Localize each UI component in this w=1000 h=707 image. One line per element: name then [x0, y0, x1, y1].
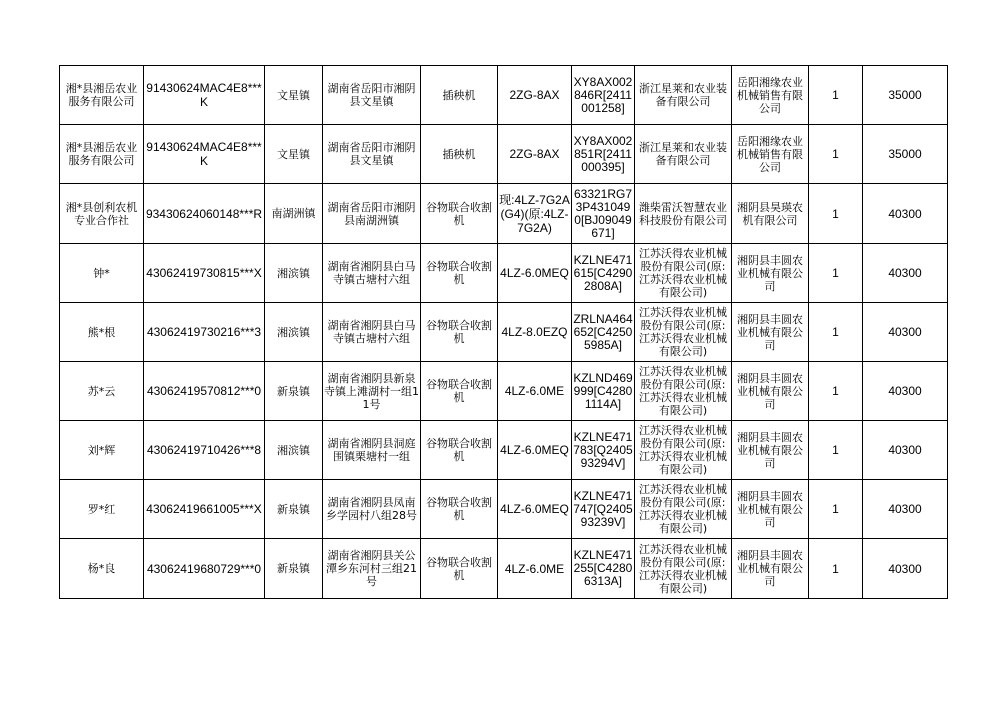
town-cell: 文星镇	[265, 125, 323, 184]
manufacturer-cell: 江苏沃得农业机械股份有限公司(原:江苏沃得农业机械有限公司)	[635, 303, 732, 362]
id-number-cell: 43062419570812***0	[144, 362, 265, 421]
address-cell: 湖南省湘阴县凤南乡学园村八组28号	[323, 480, 421, 539]
quantity-cell: 1	[809, 66, 863, 125]
buyer-name-cell: 熊*根	[60, 303, 144, 362]
town-cell: 湘滨镇	[265, 421, 323, 480]
id-number-cell: 43062419661005***X	[144, 480, 265, 539]
buyer-name-cell: 杨*良	[60, 539, 144, 599]
town-cell: 新泉镇	[265, 539, 323, 599]
town-cell: 文星镇	[265, 66, 323, 125]
address-cell: 湖南省岳阳市湘阴县文星镇	[323, 125, 421, 184]
amount-cell: 40300	[863, 303, 948, 362]
id-number-cell: 43062419730815***X	[144, 244, 265, 303]
serial-number-cell: KZLNE471615[C42902808A]	[572, 244, 635, 303]
model-cell: 4LZ-6.0MEQ	[498, 480, 572, 539]
serial-number-cell: KZLNE471783[Q240593294V]	[572, 421, 635, 480]
amount-cell: 40300	[863, 362, 948, 421]
table-row	[60, 362, 948, 421]
town-cell: 湘滨镇	[265, 244, 323, 303]
address-cell: 湖南省湘阴县白马寺镇古塘村六组	[323, 244, 421, 303]
machine-category-cell: 谷物联合收割机	[421, 303, 498, 362]
dealer-cell: 湘阴县昊瑛农机有限公司	[732, 184, 809, 244]
dealer-cell: 岳阳湘缘农业机械销售有限公司	[732, 66, 809, 125]
amount-cell: 40300	[863, 184, 948, 244]
table-row	[60, 125, 948, 184]
quantity-cell: 1	[809, 421, 863, 480]
buyer-name-cell: 湘*县创利农机专业合作社	[60, 184, 144, 244]
id-number-cell: 93430624060148***R	[144, 184, 265, 244]
town-cell: 新泉镇	[265, 362, 323, 421]
quantity-cell: 1	[809, 362, 863, 421]
machine-category-cell: 谷物联合收割机	[421, 362, 498, 421]
model-cell: 4LZ-6.0ME	[498, 539, 572, 599]
address-cell: 湖南省湘阴县洞庭围镇栗塘村一组	[323, 421, 421, 480]
town-cell: 新泉镇	[265, 480, 323, 539]
table-row	[60, 66, 948, 125]
table-row	[60, 480, 948, 539]
manufacturer-cell: 江苏沃得农业机械股份有限公司(原:江苏沃得农业机械有限公司)	[635, 480, 732, 539]
dealer-cell: 湘阴县丰圆农业机械有限公司	[732, 244, 809, 303]
machine-category-cell: 谷物联合收割机	[421, 421, 498, 480]
buyer-name-cell: 钟*	[60, 244, 144, 303]
amount-cell: 40300	[863, 539, 948, 599]
manufacturer-cell: 江苏沃得农业机械股份有限公司(原:江苏沃得农业机械有限公司)	[635, 539, 732, 599]
model-cell: 2ZG-8AX	[498, 125, 572, 184]
id-number-cell: 91430624MAC4E8***K	[144, 125, 265, 184]
buyer-name-cell: 罗*红	[60, 480, 144, 539]
amount-cell: 35000	[863, 66, 948, 125]
machine-category-cell: 谷物联合收割机	[421, 539, 498, 599]
quantity-cell: 1	[809, 125, 863, 184]
quantity-cell: 1	[809, 480, 863, 539]
model-cell: 4LZ-6.0ME	[498, 362, 572, 421]
manufacturer-cell: 江苏沃得农业机械股份有限公司(原:江苏沃得农业机械有限公司)	[635, 362, 732, 421]
buyer-name-cell: 苏*云	[60, 362, 144, 421]
serial-number-cell: ZRLNA464652[C42505985A]	[572, 303, 635, 362]
table-row	[60, 184, 948, 244]
address-cell: 湖南省湘阴县新泉寺镇上滩湖村一组11号	[323, 362, 421, 421]
table-row	[60, 303, 948, 362]
buyer-name-cell: 刘*辉	[60, 421, 144, 480]
dealer-cell: 湘阴县丰圆农业机械有限公司	[732, 362, 809, 421]
address-cell: 湖南省岳阳市湘阴县文星镇	[323, 66, 421, 125]
table-row	[60, 244, 948, 303]
town-cell: 南湖洲镇	[265, 184, 323, 244]
table-row	[60, 421, 948, 480]
id-number-cell: 43062419710426***8	[144, 421, 265, 480]
quantity-cell: 1	[809, 244, 863, 303]
model-cell: 4LZ-8.0EZQ	[498, 303, 572, 362]
subsidy-table	[59, 65, 948, 599]
id-number-cell: 91430624MAC4E8***K	[144, 66, 265, 125]
manufacturer-cell: 潍柴雷沃智慧农业科技股份有限公司	[635, 184, 732, 244]
id-number-cell: 43062419730216***3	[144, 303, 265, 362]
buyer-name-cell: 湘*县湘岳农业服务有限公司	[60, 125, 144, 184]
serial-number-cell: KZLNE471747[Q240593239V]	[572, 480, 635, 539]
serial-number-cell: 63321RG73P4310490[BJ09049671]	[572, 184, 635, 244]
manufacturer-cell: 江苏沃得农业机械股份有限公司(原:江苏沃得农业机械有限公司)	[635, 421, 732, 480]
manufacturer-cell: 江苏沃得农业机械股份有限公司(原:江苏沃得农业机械有限公司)	[635, 244, 732, 303]
machine-category-cell: 谷物联合收割机	[421, 480, 498, 539]
machine-category-cell: 插秧机	[421, 125, 498, 184]
address-cell: 湖南省湘阴县关公潭乡东河村三组21号	[323, 539, 421, 599]
model-cell: 2ZG-8AX	[498, 66, 572, 125]
dealer-cell: 岳阳湘缘农业机械销售有限公司	[732, 125, 809, 184]
quantity-cell: 1	[809, 303, 863, 362]
serial-number-cell: KZLNE471255[C42806313A]	[572, 539, 635, 599]
amount-cell: 40300	[863, 480, 948, 539]
dealer-cell: 湘阴县丰圆农业机械有限公司	[732, 480, 809, 539]
town-cell: 湘滨镇	[265, 303, 323, 362]
amount-cell: 40300	[863, 421, 948, 480]
id-number-cell: 43062419680729***0	[144, 539, 265, 599]
dealer-cell: 湘阴县丰圆农业机械有限公司	[732, 421, 809, 480]
model-cell: 现:4LZ-7G2A(G4)(原:4LZ-7G2A)	[498, 184, 572, 244]
machine-category-cell: 谷物联合收割机	[421, 244, 498, 303]
address-cell: 湖南省岳阳市湘阴县南湖洲镇	[323, 184, 421, 244]
manufacturer-cell: 浙江星莱和农业装备有限公司	[635, 66, 732, 125]
dealer-cell: 湘阴县丰圆农业机械有限公司	[732, 303, 809, 362]
address-cell: 湖南省湘阴县白马寺镇古塘村六组	[323, 303, 421, 362]
manufacturer-cell: 浙江星莱和农业装备有限公司	[635, 125, 732, 184]
model-cell: 4LZ-6.0MEQ	[498, 421, 572, 480]
machine-category-cell: 插秧机	[421, 66, 498, 125]
model-cell: 4LZ-6.0MEQ	[498, 244, 572, 303]
amount-cell: 35000	[863, 125, 948, 184]
machine-category-cell: 谷物联合收割机	[421, 184, 498, 244]
serial-number-cell: XY8AX002851R[2411000395]	[572, 125, 635, 184]
serial-number-cell: XY8AX002846R[2411001258]	[572, 66, 635, 125]
amount-cell: 40300	[863, 244, 948, 303]
buyer-name-cell: 湘*县湘岳农业服务有限公司	[60, 66, 144, 125]
quantity-cell: 1	[809, 539, 863, 599]
dealer-cell: 湘阴县丰圆农业机械有限公司	[732, 539, 809, 599]
quantity-cell: 1	[809, 184, 863, 244]
serial-number-cell: KZLND469999[C42801114A]	[572, 362, 635, 421]
table-row	[60, 539, 948, 599]
